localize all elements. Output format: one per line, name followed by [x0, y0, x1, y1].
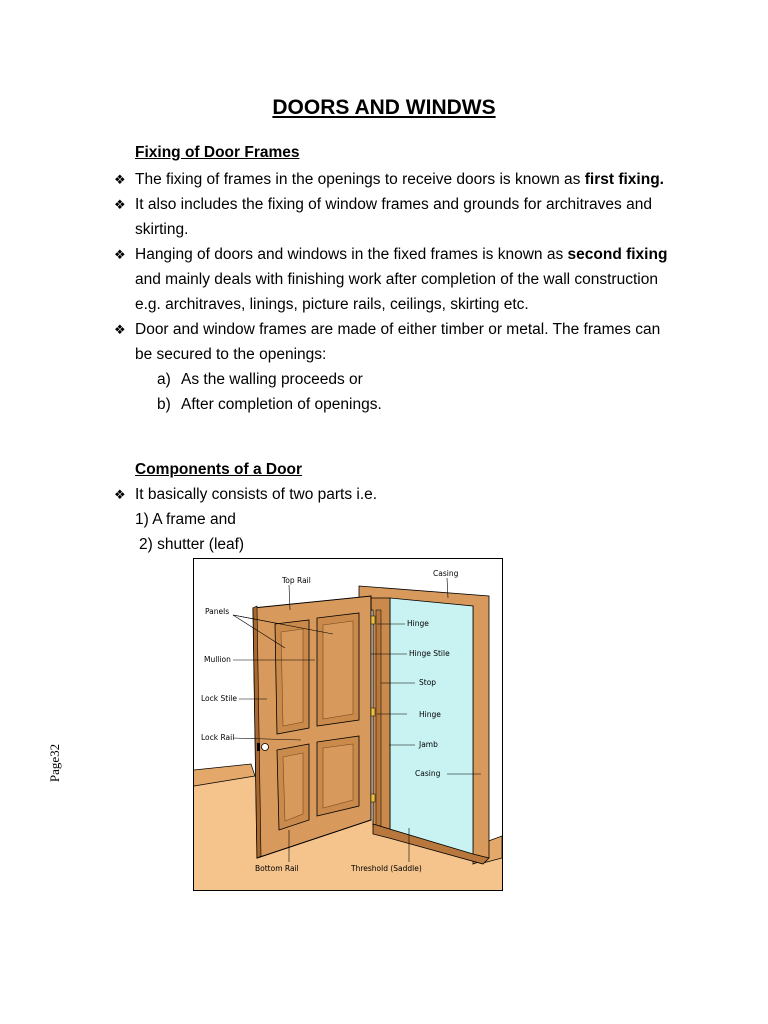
label-panels: Panels [205, 607, 230, 616]
diamond-bullet-icon: ❖ [114, 487, 126, 502]
diamond-bullet-icon: ❖ [114, 172, 126, 187]
fixing-bullet-list [0, 167, 768, 417]
panel-inset [323, 744, 353, 808]
list-marker: a) [157, 371, 171, 388]
label-casing-right: Casing [415, 769, 441, 778]
label-casing-top: Casing [433, 569, 459, 578]
section-heading-components: Components of a Door [135, 461, 303, 478]
bullet-item [0, 482, 768, 507]
bullet-bold-text: first fixing. [584, 171, 664, 188]
securing-methods-list [135, 367, 678, 417]
door-opening [390, 598, 473, 858]
door-part-frame: 1) A frame and [135, 511, 236, 528]
diamond-bullet-icon: ❖ [114, 197, 126, 212]
bullet-text-after: and mainly deals with finishing work after completion of the wall construction e.g. architraves, linings, picture rails, ceilings, skirting etc. [135, 271, 658, 313]
label-hinge-top: Hinge [407, 619, 429, 628]
label-hinge-bottom: Hinge [419, 710, 441, 719]
bullet-item [0, 242, 768, 317]
label-jamb: Jamb [419, 740, 438, 749]
bullet-text: It also includes the fixing of window frames and grounds for architraves and skirting. [135, 196, 652, 238]
panel-inset [281, 629, 303, 726]
label-lock-stile: Lock Stile [201, 694, 237, 703]
bullet-text: Hanging of doors and windows in the fixed frames is known as [135, 246, 568, 263]
list-item [135, 392, 678, 417]
hinge [371, 708, 375, 716]
keyhole-icon [257, 743, 260, 751]
bullet-bold-text: second fixing [567, 246, 668, 263]
components-bullet-list [0, 482, 768, 507]
label-stop: Stop [419, 678, 437, 687]
hinge [371, 794, 375, 802]
page-number: Page32 [47, 743, 63, 783]
door-knob [262, 744, 269, 751]
hinge [371, 616, 375, 624]
label-threshold: Threshold (Saddle) [351, 864, 422, 873]
page-title: DOORS AND WINDWS [272, 96, 496, 119]
panel-inset [283, 753, 303, 821]
list-item [135, 367, 678, 392]
bullet-text: The fixing of frames in the openings to receive doors is known as [135, 171, 585, 188]
label-mullion: Mullion [204, 655, 231, 664]
list-item-text: As the walling proceeds or [181, 371, 363, 388]
bullet-text: It basically consists of two parts i.e. [135, 486, 378, 503]
door-components-diagram [193, 558, 503, 891]
list-marker: b) [157, 396, 171, 413]
label-bottom-rail: Bottom Rail [255, 864, 299, 873]
label-top-rail: Top Rail [282, 576, 311, 585]
list-item-text: After completion of openings. [181, 396, 382, 413]
label-hinge-stile: Hinge Stile [409, 649, 450, 658]
label-lock-rail: Lock Rail [201, 733, 235, 742]
bullet-item [0, 317, 768, 417]
panel-inset [323, 621, 353, 719]
diamond-bullet-icon: ❖ [114, 322, 126, 337]
bullet-item [0, 192, 768, 242]
bullet-text: Door and window frames are made of either timber or metal. The frames can be secured to the openings: [135, 321, 661, 363]
door-part-shutter: 2) shutter (leaf) [139, 536, 245, 553]
bullet-item [0, 167, 768, 192]
stop [376, 610, 381, 826]
diamond-bullet-icon: ❖ [114, 247, 126, 262]
section-heading-fixing: Fixing of Door Frames [135, 144, 300, 161]
